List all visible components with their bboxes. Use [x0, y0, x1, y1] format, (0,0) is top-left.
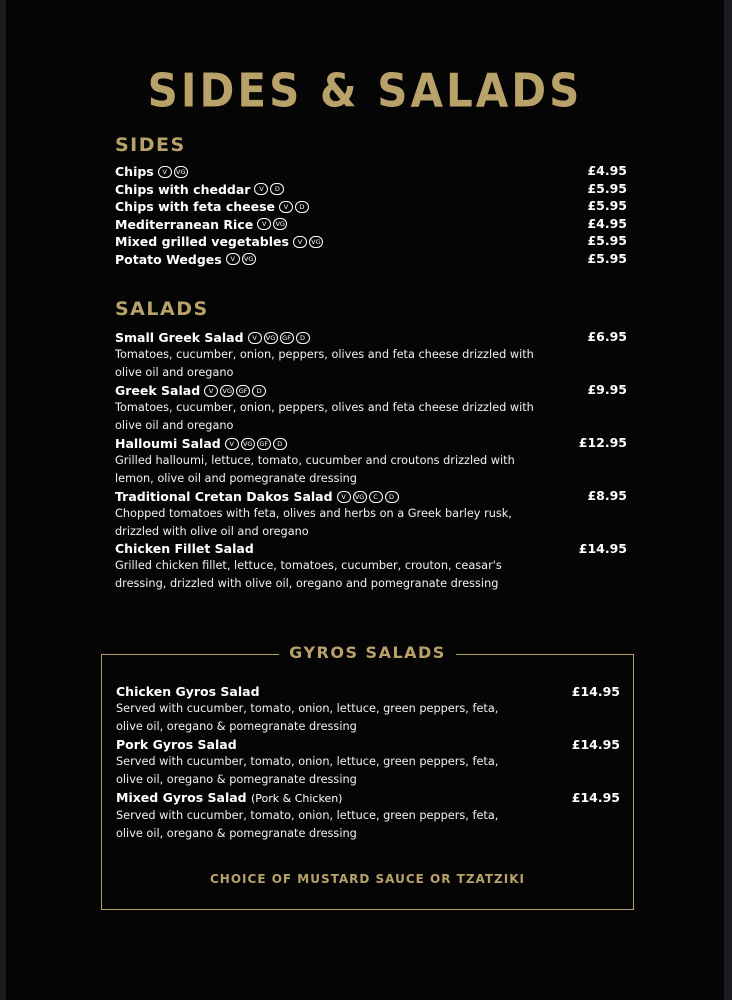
list-item	[116, 683, 620, 735]
item-description: Served with cucumber, tomato, onion, lettuce, green peppers, feta, olive oil, oregano & pomegranate dressing	[116, 809, 499, 840]
item-price: £14.95	[571, 684, 620, 699]
item-description: Grilled chicken fillet, lettuce, tomatoes, cucumber, crouton, ceasar's dressing, drizzled with olive oil, oregano and pomegranate dressing	[115, 559, 502, 590]
item-description: Served with cucumber, tomato, onion, lettuce, green peppers, feta, olive oil, oregano & pomegranate dressing	[116, 702, 499, 733]
gluten-free-badge-icon: GF	[280, 332, 294, 344]
item-description: Tomatoes, cucumber, onion, peppers, olives and feta cheese drizzled with olive oil and oregano	[115, 348, 534, 379]
vegan-badge-icon: VG	[309, 236, 323, 248]
vegetarian-badge-icon: V	[257, 218, 271, 230]
list-item	[115, 215, 627, 233]
dairy-badge-icon: D	[270, 183, 284, 195]
item-description: Chopped tomatoes with feta, olives and herbs on a Greek barley rusk, drizzled with olive oil and oregano	[115, 507, 512, 538]
menu-page	[6, 0, 724, 1000]
item-price: £8.95	[587, 488, 627, 503]
diet-badges	[293, 232, 325, 250]
item-description: Served with cucumber, tomato, onion, lettuce, green peppers, feta, olive oil, oregano & pomegranate dressing	[116, 755, 499, 786]
vegan-badge-icon: VG	[241, 438, 255, 450]
list-item	[115, 197, 627, 215]
vegan-badge-icon: VG	[174, 166, 188, 178]
vegetarian-badge-icon: V	[337, 491, 351, 503]
vegetarian-badge-icon: V	[248, 332, 262, 344]
salads-heading: SALADS	[115, 298, 209, 320]
vegetarian-badge-icon: V	[225, 438, 239, 450]
item-price: £5.95	[587, 198, 627, 214]
item-price: £6.95	[587, 329, 627, 344]
diet-badges	[337, 487, 401, 504]
vegetarian-badge-icon: V	[158, 166, 172, 178]
list-item	[115, 434, 627, 487]
diet-badges	[158, 162, 190, 180]
sides-heading: SIDES	[115, 134, 186, 156]
diet-badges	[204, 381, 268, 398]
item-price: £14.95	[578, 541, 627, 556]
item-price: £14.95	[571, 790, 620, 805]
gyros-heading: GYROS SALADS	[279, 643, 456, 662]
item-price: £9.95	[587, 382, 627, 397]
item-price: £4.95	[587, 163, 627, 178]
gyros-salads-box	[101, 643, 634, 910]
diet-badges	[248, 328, 312, 345]
diet-badges	[226, 250, 258, 268]
item-name: Chips with cheddar	[115, 181, 251, 197]
item-name: Mediterranean Rice	[115, 216, 254, 232]
item-name: Chips	[115, 164, 154, 179]
list-item	[115, 232, 627, 250]
item-name: Chips with feta cheese	[115, 199, 276, 215]
list-item	[115, 328, 627, 381]
list-item	[115, 162, 627, 180]
item-name: Chicken Gyros Salad	[116, 684, 260, 699]
dairy-badge-icon: D	[296, 332, 310, 344]
vegan-badge-icon: VG	[264, 332, 278, 344]
item-price: £5.95	[587, 233, 627, 249]
list-item	[115, 180, 627, 198]
list-item	[115, 540, 627, 592]
item-name: Mixed grilled vegetables	[115, 234, 289, 250]
vegan-badge-icon: VG	[273, 218, 287, 230]
item-price: £12.95	[578, 435, 627, 450]
diet-badges	[225, 434, 289, 451]
page-title: SIDES & SALADS	[147, 63, 583, 118]
item-price: £14.95	[571, 737, 620, 752]
vegan-badge-icon: VG	[220, 385, 234, 397]
vegetarian-badge-icon: V	[279, 201, 293, 213]
item-price: £5.95	[587, 180, 627, 196]
item-name: Pork Gyros Salad	[116, 737, 237, 752]
vegan-badge-icon: VG	[242, 253, 256, 265]
vegetarian-badge-icon: V	[254, 183, 268, 195]
dairy-badge-icon: D	[385, 491, 399, 503]
vegan-badge-icon: VG	[353, 491, 367, 503]
list-item	[116, 789, 620, 842]
item-name: Greek Salad	[115, 383, 201, 398]
list-item	[115, 487, 627, 540]
list-item	[116, 736, 620, 788]
gluten-free-badge-icon: GF	[257, 438, 271, 450]
vegetarian-badge-icon: V	[226, 253, 240, 265]
dairy-badge-icon: D	[273, 438, 287, 450]
sides-list	[115, 162, 627, 268]
diet-badges	[279, 197, 311, 215]
vegetarian-badge-icon: V	[293, 236, 307, 248]
list-item	[115, 250, 627, 268]
item-name: Halloumi Salad	[115, 436, 221, 451]
diet-badges	[257, 215, 289, 233]
gluten-free-badge-icon: GF	[236, 385, 250, 397]
dairy-badge-icon: D	[252, 385, 266, 397]
sauce-choice-note: CHOICE OF MUSTARD SAUCE OR TZATZIKI	[210, 872, 525, 886]
item-name: Mixed Gyros Salad	[116, 790, 247, 805]
vegetarian-badge-icon: V	[204, 385, 218, 397]
dairy-badge-icon: D	[295, 201, 309, 213]
item-description: Tomatoes, cucumber, onion, peppers, olives and feta cheese drizzled with olive oil and oregano	[115, 401, 534, 432]
item-name: Small Greek Salad	[115, 330, 244, 345]
item-price: £5.95	[587, 250, 627, 266]
item-name: Chicken Fillet Salad	[115, 541, 254, 556]
list-item	[115, 381, 627, 434]
celery-badge-icon: C	[369, 491, 383, 503]
diet-badges	[254, 180, 286, 198]
item-note: (Pork & Chicken)	[250, 792, 343, 805]
item-description: Grilled halloumi, lettuce, tomato, cucumber and croutons drizzled with lemon, olive oil and pomegranate dressing	[115, 454, 515, 485]
item-name: Potato Wedges	[115, 251, 222, 267]
item-name: Traditional Cretan Dakos Salad	[115, 489, 333, 504]
item-price: £4.95	[587, 215, 627, 231]
